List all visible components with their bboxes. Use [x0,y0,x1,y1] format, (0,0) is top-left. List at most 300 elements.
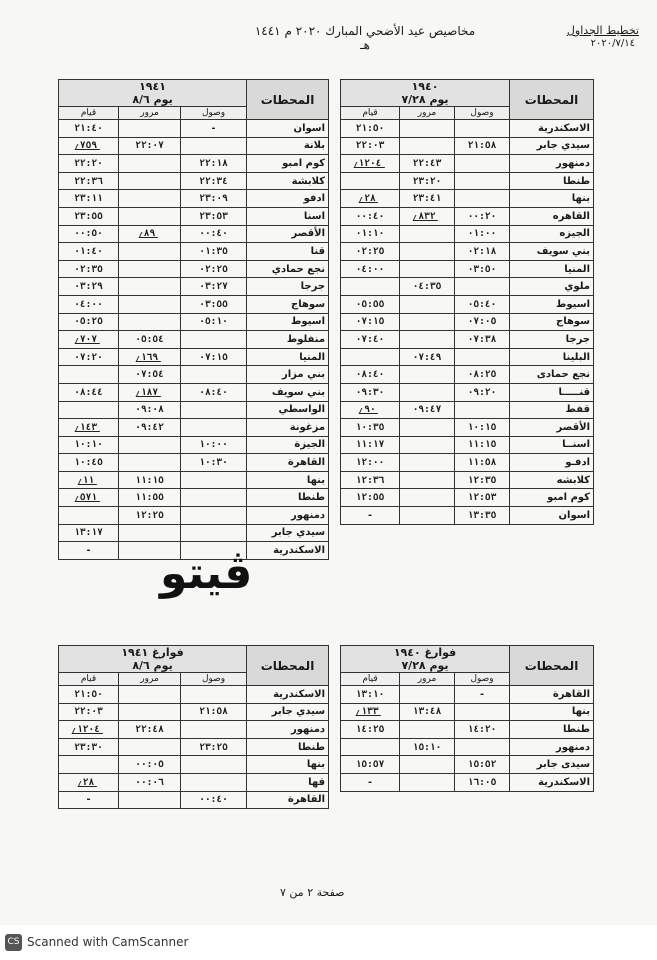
depart-cell [341,155,400,173]
depart-cell [59,278,119,296]
depart-cell [59,721,119,739]
page-title: مخاصيص عيد الأضحي المبارك ٢٠٢٠ م ١٤٤١ هـ [254,24,476,52]
arrive-cell-text: ٠٣:٢٧ [199,281,228,293]
arrive-cell [455,190,510,208]
station-cell-text: طنطا [298,492,326,504]
pass-cell-text: ١١:١٥ [135,474,164,486]
pass-cell [400,172,455,190]
station-cell-text: طنطا [563,175,590,187]
station-cell [247,366,329,384]
pass-cell-text: ٨٩ [143,228,156,240]
station-cell-text: سيدى جابر [536,759,591,771]
depart-cell-text: - [367,776,373,788]
station-cell [247,260,329,278]
timetable-row [341,686,594,704]
depart-cell [341,243,400,261]
arrive-cell [181,383,247,401]
timetable-row [59,401,329,419]
station-cell [247,721,329,739]
depart-cell [59,686,119,704]
arrive-cell [181,243,247,261]
arrive-cell [455,383,510,401]
stations-header: المحطات [510,80,594,120]
station-cell [510,419,594,437]
station-cell [510,366,594,384]
station-cell-text: سوهاج [291,298,326,310]
depart-cell-text: ٠٥:٥٥ [355,298,385,310]
arrive-cell [455,137,510,155]
depart-cell [341,419,400,437]
arrive-cell-text: ٠٧:٣٨ [467,333,497,345]
arrive-cell-text: ١٣:٣٥ [467,509,497,521]
timetable-row [59,278,329,296]
pass-cell [400,313,455,331]
arrive-cell [181,721,247,739]
depart-cell-text: ١١:١٧ [355,439,385,451]
station-cell-text: القاهره [552,210,590,222]
pass-cell [119,207,181,225]
pass-cell [400,686,455,704]
pass-cell [400,295,455,313]
train-day: يوم ٨/٦ [132,659,173,672]
depart-cell-text: ٠٨:٤٤ [74,386,103,398]
depart-cell-text: ٠٤:٠٠ [74,298,103,310]
depart-cell-text: ١٢:٠٠ [355,457,385,469]
pass-cell-text: ٢٣:٢٠ [412,175,442,187]
arrive-cell [455,489,510,507]
station-cell-text: بنها [306,759,326,771]
timetable-row [59,225,329,243]
station-cell [510,738,594,756]
depart-cell [59,454,119,472]
depart-cell [341,260,400,278]
train-number: ١٩٤١ [139,80,166,93]
depart-cell [59,366,119,384]
pass-cell-text: ٠٧:٤٩ [412,351,442,363]
depart-cell-text: ١٥:٥٧ [355,759,385,771]
arrive-cell [181,278,247,296]
pass-cell [119,243,181,261]
station-cell-text: اسنــا [562,439,590,451]
arrive-cell [181,295,247,313]
station-cell [247,295,329,313]
station-cell-text: الجيزة [294,439,326,451]
station-cell-text: الأقصر [556,421,590,433]
arrive-cell [181,738,247,756]
pass-cell [400,454,455,472]
depart-cell [59,507,119,525]
arrive-cell [455,773,510,791]
depart-cell-text: ٠٤:٠٠ [355,263,385,275]
station-cell [247,756,329,774]
pass-cell-text: ١٢:٢٥ [135,509,164,521]
timetable-train-1941 [58,79,329,560]
station-cell [247,225,329,243]
pass-cell-text: ١٨٧ [140,386,159,398]
timetable-row [341,471,594,489]
station-cell-text: سيدي جابر [536,140,590,152]
arrive-cell-text: ١١:١٥ [467,439,497,451]
station-cell [510,507,594,525]
arrive-cell [455,738,510,756]
depart-cell-text: ٧٠٧ [79,333,98,345]
timetable-row [59,507,329,525]
timetable-row [341,756,594,774]
station-cell-text: اسيوط [291,316,326,328]
pass-header: مرور [119,107,181,120]
pass-cell [119,524,181,542]
depart-cell-text: ٠٨:٤٠ [355,369,385,381]
arrive-cell-text: ٠٠:٤٠ [199,228,228,240]
arrive-cell [455,401,510,419]
station-cell-text: اسوان [293,122,326,134]
station-cell-text: سيدي جابر [271,527,326,539]
depart-cell-text: ٢٢:٢٠ [74,157,103,169]
depart-cell-text: ٠١:١٠ [355,228,385,240]
arrive-cell-text: ٢١:٥٨ [467,140,497,152]
timetable-empties-1940 [340,645,594,792]
station-cell-text: ملوي [564,281,590,293]
station-cell [247,383,329,401]
depart-cell-text: ٢١:٥٠ [74,688,103,700]
pass-cell [119,686,181,704]
document-date: ٢٠٢٠/٧/١٤ [590,38,635,49]
depart-cell-text: ١٢:٣٦ [355,474,385,486]
depart-cell-text: - [367,509,373,521]
station-cell [510,703,594,721]
station-cell-text: بني سويف [536,245,590,257]
timetable-row [59,190,329,208]
pass-cell [119,773,181,791]
depart-cell-text: ٢١:٤٠ [74,122,103,134]
station-cell [510,401,594,419]
arrive-cell-text: ٢٢:١٨ [199,157,228,169]
pass-cell [119,137,181,155]
timetable-row [59,524,329,542]
pass-cell [119,383,181,401]
depart-cell [341,489,400,507]
pass-cell [400,436,455,454]
arrive-cell [181,756,247,774]
station-cell-text: الاسكندرية [273,545,326,557]
timetable-row [341,436,594,454]
station-cell [247,243,329,261]
depart-cell [341,471,400,489]
arrive-cell [181,225,247,243]
station-cell-text: الواسطي [278,404,326,416]
arrive-cell-text: ٢٣:٢٥ [199,741,228,753]
arrive-cell [455,366,510,384]
arrive-cell-text: - [210,122,217,134]
depart-cell-text: ٢٣:٥٥ [74,210,103,222]
arrive-cell-text: ٠١:٠٠ [467,228,497,240]
pass-cell-text: ٠٧:٥٤ [135,369,164,381]
train-number: فوارغ ١٩٤١ [121,646,184,659]
timetable-row [59,436,329,454]
station-cell [247,524,329,542]
station-cell-text: بنها [571,193,590,205]
camscanner-icon: CS [5,934,22,951]
depart-cell [59,703,119,721]
arrive-cell [181,454,247,472]
pass-cell [400,471,455,489]
depart-cell [341,383,400,401]
arrive-cell-text: ١٥:٥٢ [467,759,497,771]
timetable-row [59,686,329,704]
pass-cell [119,313,181,331]
depart-cell [59,155,119,173]
depart-cell [59,172,119,190]
depart-cell [341,686,400,704]
station-cell [510,454,594,472]
arrive-cell-text: ٠٢:٢٥ [199,263,228,275]
arrive-cell [181,686,247,704]
pass-cell [119,419,181,437]
depart-cell-text: ٢١:٥٠ [355,122,385,134]
pass-cell [119,436,181,454]
arrive-header: وصول [181,673,247,686]
timetable-row [341,243,594,261]
arrive-cell-text: ٠٠:٤٠ [199,794,228,806]
pass-cell [400,207,455,225]
station-cell [247,137,329,155]
depart-cell [59,295,119,313]
arrive-cell-text: ٠٠:٢٠ [467,210,497,222]
pass-cell [400,348,455,366]
pass-cell-text: ٢٣:٤١ [412,193,442,205]
station-cell [247,791,329,809]
train-number: فوارغ ١٩٤٠ [393,646,457,659]
arrive-cell [181,366,247,384]
depart-cell [341,120,400,138]
arrive-cell [181,155,247,173]
station-cell [510,225,594,243]
station-cell-text: الاسكندرية [538,776,591,788]
arrive-cell [455,471,510,489]
station-cell [510,471,594,489]
timetable-row [341,348,594,366]
pass-cell [119,155,181,173]
timetable-row [341,225,594,243]
depart-cell [59,738,119,756]
timetable-row [59,155,329,173]
arrive-cell-text: - [479,688,485,700]
pass-cell [119,295,181,313]
station-cell [247,454,329,472]
timetable-row [59,348,329,366]
depart-cell-text: ١٢٠٤ [77,723,100,735]
station-cell-text: بني سويف [271,386,326,398]
timetable-empties-1941 [58,645,329,809]
pass-cell [119,120,181,138]
depart-cell [59,120,119,138]
timetable-row [341,489,594,507]
pass-cell [400,383,455,401]
depart-cell [341,454,400,472]
depart-cell-text: ٧٥٩ [79,140,98,152]
arrive-cell [181,507,247,525]
station-cell [510,773,594,791]
depart-cell [341,738,400,756]
station-cell [510,120,594,138]
depart-cell-text: - [85,794,92,806]
arrive-cell-text: ١٠:٣٠ [199,457,228,469]
arrive-cell [455,155,510,173]
pass-cell-text: ١٦٩ [140,351,159,363]
timetable-row [341,137,594,155]
stations-header: المحطات [247,80,329,120]
station-cell-text: سيدي جابر [271,706,326,718]
depart-cell [59,190,119,208]
arrive-header: وصول [181,107,247,120]
station-cell-text: الاسكندرية [273,688,326,700]
depart-cell [59,773,119,791]
station-cell [247,348,329,366]
station-cell [510,383,594,401]
station-cell [247,436,329,454]
depart-cell [59,542,119,560]
arrive-cell [181,331,247,349]
pass-cell [400,331,455,349]
station-cell [510,331,594,349]
depart-cell [59,260,119,278]
train-day: يوم ٧/٢٨ [401,93,449,106]
timetable-row [59,721,329,739]
depart-cell-text: ١٠:٣٥ [355,421,385,433]
timetable-row [341,419,594,437]
pass-cell [400,225,455,243]
arrive-cell [455,686,510,704]
station-cell [247,773,329,791]
station-cell-text: دمنهور [555,157,590,169]
pass-cell [400,120,455,138]
arrive-cell [181,207,247,225]
train-number: ١٩٤٠ [411,80,439,93]
station-cell-text: بنها [306,474,326,486]
arrive-cell [181,489,247,507]
timetable-row [341,278,594,296]
arrive-cell [181,190,247,208]
train-day: يوم ٨/٦ [132,93,173,106]
station-cell-text: المنيا [299,351,326,363]
pass-cell [119,471,181,489]
depart-header: قيام [59,107,119,120]
pass-cell [400,703,455,721]
station-cell-text: نجع حمادى [536,369,590,381]
depart-cell-text: ٥٧١ [79,492,98,504]
depart-cell-text: ٩٠ [364,404,376,416]
depart-cell-text: ٢٢:٣٦ [74,175,103,187]
station-cell-text: مزغونة [289,421,326,433]
timetable-row [341,295,594,313]
station-cell [510,686,594,704]
station-cell [510,313,594,331]
station-cell [510,489,594,507]
arrive-cell [455,172,510,190]
depart-cell [59,436,119,454]
arrive-cell [181,172,247,190]
pass-cell [400,137,455,155]
pass-cell [119,401,181,419]
timetable-row [341,721,594,739]
station-cell [510,295,594,313]
station-cell-text: كلابشه [556,474,590,486]
arrive-cell [181,471,247,489]
station-cell [247,120,329,138]
arrive-cell-text: ٠٨:٤٠ [199,386,228,398]
pass-cell [400,278,455,296]
depart-cell-text: ٠٧:٢٠ [74,351,103,363]
depart-cell [341,756,400,774]
pass-cell-text: ٠٠:٠٦ [135,776,164,788]
arrive-cell [455,436,510,454]
arrive-cell-text: ٠٣:٥٥ [199,298,228,310]
pass-cell [119,260,181,278]
timetable-row [59,137,329,155]
timetable-row [59,454,329,472]
timetable-row [341,703,594,721]
pass-cell [119,190,181,208]
depart-cell [341,507,400,525]
timetable-row [59,489,329,507]
station-cell-text: دمنهور [555,741,591,753]
arrive-header: وصول [455,107,510,120]
arrive-cell [455,295,510,313]
station-cell [247,419,329,437]
scanner-bar [0,925,657,960]
station-cell [247,331,329,349]
station-cell [247,278,329,296]
depart-cell-text: ٢٢:٠٣ [355,140,385,152]
pass-cell [400,243,455,261]
arrive-cell-text: ١٠:١٥ [467,421,497,433]
pass-cell [119,278,181,296]
station-cell-text: كوم امبو [547,492,590,504]
arrive-cell [455,348,510,366]
arrive-cell [455,120,510,138]
timetable-row [59,207,329,225]
depart-cell-text: ١٠:٤٥ [74,457,103,469]
station-cell-text: بلانة [303,140,326,152]
station-cell-text: بنها [571,706,591,718]
depart-cell [341,436,400,454]
timetable-row [59,738,329,756]
pass-cell [400,738,455,756]
depart-cell-text: ٠٣:٢٩ [74,281,103,293]
timetable-row [59,366,329,384]
depart-cell [59,348,119,366]
depart-cell-text: ١٢٠٤ [358,157,382,169]
depart-cell [341,401,400,419]
pass-cell-text: ٠٤:٣٥ [412,281,442,293]
station-cell [510,756,594,774]
pass-cell-text: ٠٥:٥٤ [135,333,164,345]
depart-cell [59,225,119,243]
station-cell-text: سوهاج [556,316,590,328]
pass-cell [119,454,181,472]
depart-cell [341,331,400,349]
arrive-cell-text: ٢٣:٥٣ [199,210,228,222]
station-cell-text: دمنهور [290,723,326,735]
depart-cell [59,137,119,155]
timetable-row [59,756,329,774]
timetable-row [59,331,329,349]
depart-cell [59,471,119,489]
timetable-row [59,295,329,313]
arrive-cell [181,260,247,278]
station-cell-text: بني مزار [281,369,326,381]
pass-cell [119,225,181,243]
